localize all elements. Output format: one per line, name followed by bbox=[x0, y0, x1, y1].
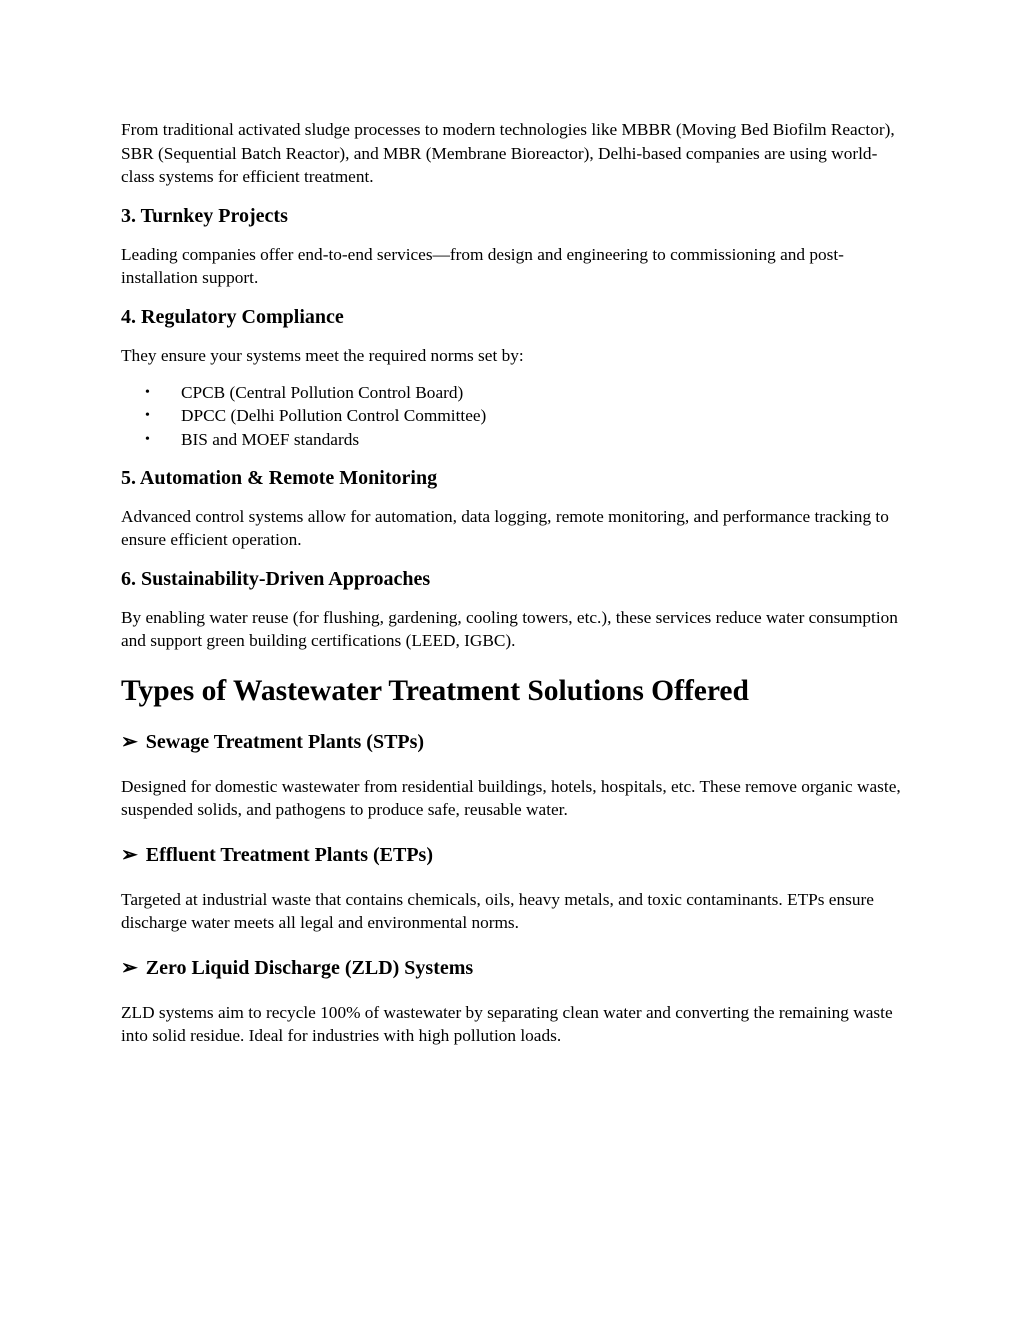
paragraph-etp: Targeted at industrial waste that contains chemicals, oils, heavy metals, and toxic contaminants. ETPs ensure discharge water meets all legal and environmental norms. bbox=[121, 889, 874, 933]
arrow-bullet-icon: ➢ bbox=[121, 730, 138, 753]
paragraph-zld: ZLD systems aim to recycle 100% of wastewater by separating clean water and converting the remaining waste into solid residue. Ideal for industries with high pollution loads. bbox=[121, 1002, 893, 1046]
heading-automation: 5. Automation & Remote Monitoring bbox=[121, 466, 438, 489]
paragraph-regulatory-compliance: They ensure your systems meet the required norms set by: bbox=[121, 345, 524, 365]
list-item: • DPCC (Delhi Pollution Control Committee) bbox=[121, 404, 901, 427]
bullet-icon: • bbox=[145, 408, 150, 424]
intro-paragraph: From traditional activated sludge processes to modern technologies like MBBR (Moving Bed Biofilm Reactor), SBR (Sequential Batch Reactor), and MBR (Membrane Bioreactor), Delhi-based companies are using world-class systems for efficient treatment. bbox=[121, 120, 895, 186]
heading-stp: ➢ Sewage Treatment Plants (STPs) bbox=[121, 730, 425, 753]
paragraph-turnkey-projects: Leading companies offer end-to-end services—from design and engineering to commissioning and post-installation support. bbox=[121, 244, 844, 287]
arrow-bullet-icon: ➢ bbox=[121, 843, 138, 866]
paragraph-automation: Advanced control systems allow for automation, data logging, remote monitoring, and performance tracking to ensure efficient operation. bbox=[121, 506, 889, 550]
list-item: • BIS and MOEF standards bbox=[121, 428, 901, 451]
heading-types-of-solutions: Types of Wastewater Treatment Solutions Offered bbox=[121, 674, 749, 707]
heading-zld: ➢ Zero Liquid Discharge (ZLD) Systems bbox=[121, 956, 474, 979]
list-item: • CPCB (Central Pollution Control Board) bbox=[121, 381, 901, 404]
heading-regulatory-compliance: 4. Regulatory Compliance bbox=[121, 305, 344, 328]
heading-turnkey-projects: 3. Turnkey Projects bbox=[121, 204, 288, 227]
bullet-icon: • bbox=[145, 431, 150, 447]
document-page bbox=[121, 118, 901, 1048]
paragraph-stp: Designed for domestic wastewater from residential buildings, hotels, hospitals, etc. These remove organic waste, suspended solids, and pathogens to produce safe, reusable water. bbox=[121, 776, 901, 820]
heading-sustainability: 6. Sustainability-Driven Approaches bbox=[121, 567, 431, 590]
heading-etp: ➢ Effluent Treatment Plants (ETPs) bbox=[121, 843, 433, 866]
arrow-bullet-icon: ➢ bbox=[121, 956, 138, 979]
paragraph-sustainability: By enabling water reuse (for flushing, gardening, cooling towers, etc.), these services reduce water consumption and support green building certifications (LEED, IGBC). bbox=[121, 607, 898, 651]
compliance-norms-list bbox=[121, 381, 901, 451]
bullet-icon: • bbox=[145, 385, 150, 400]
